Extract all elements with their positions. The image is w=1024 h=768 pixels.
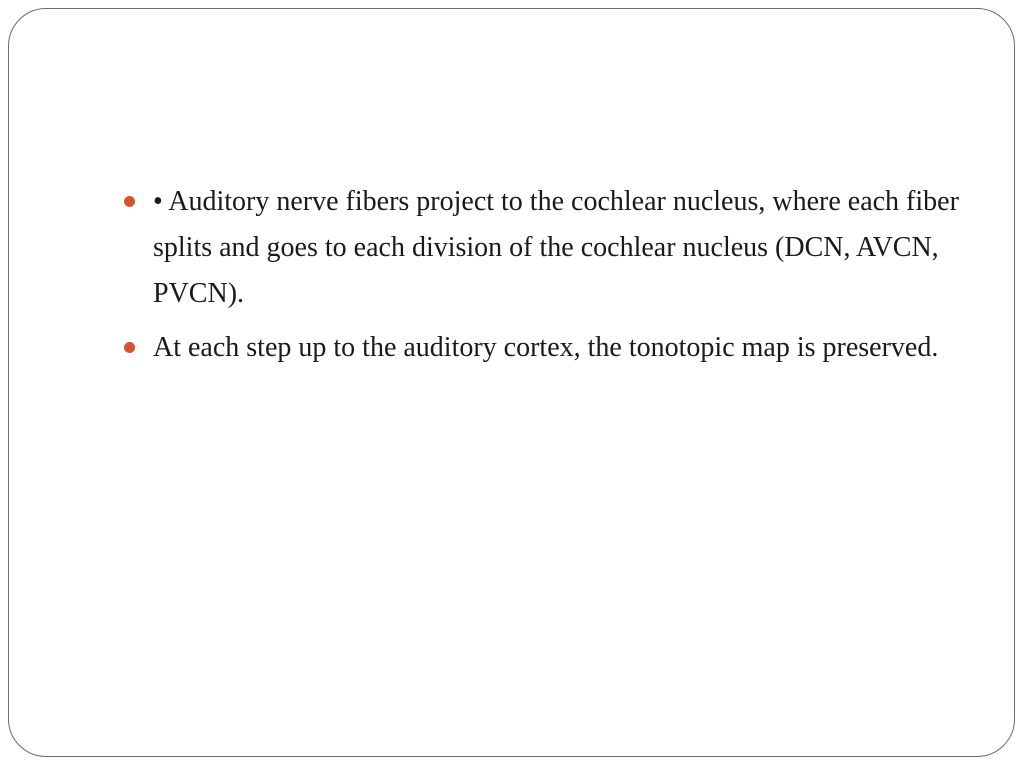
bullet-item bbox=[122, 179, 962, 317]
slide-frame bbox=[8, 8, 1015, 757]
bullet-dot-icon bbox=[124, 342, 135, 353]
bullet-list bbox=[122, 179, 962, 379]
bullet-text: At each step up to the auditory cortex, the tonotopic map is preserved. bbox=[153, 332, 939, 363]
bullet-text: • Auditory nerve fibers project to the cochlear nucleus, where each fiber splits and goes to each division of the cochlear nucleus (DCN, AVCN, PVCN). bbox=[153, 186, 959, 309]
bullet-dot-icon bbox=[124, 196, 135, 207]
bullet-item bbox=[122, 325, 962, 371]
